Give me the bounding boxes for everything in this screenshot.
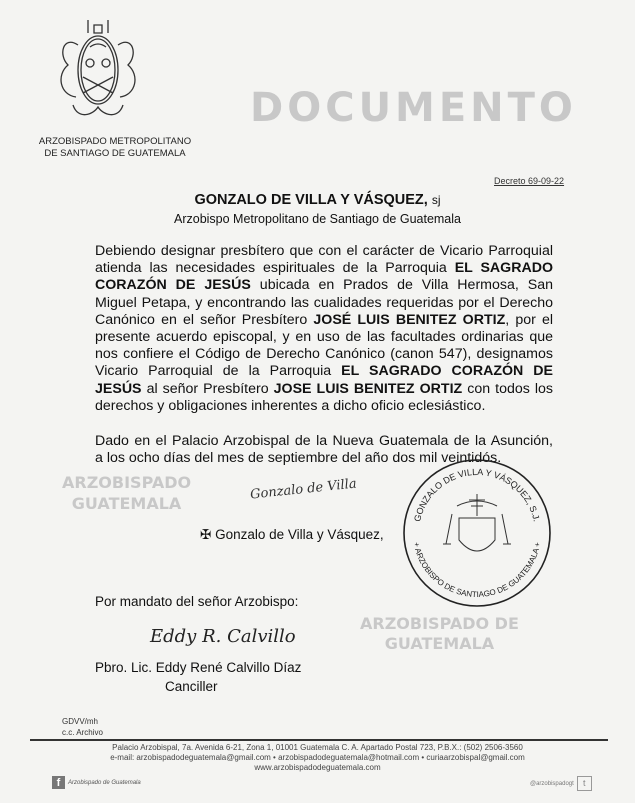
bold-text: CORAZÓN DE JESÚS: [95, 277, 251, 294]
facebook-icon: f: [52, 776, 65, 789]
watermark-line: ARZOBISPADO DE: [360, 614, 519, 633]
caption-line: DE SANTIAGO DE GUATEMALA: [44, 148, 186, 159]
bold-text: EL SAGRADO CORAZÓN DE: [341, 363, 553, 380]
title-suffix: sj: [431, 193, 441, 207]
stamp-top-text: GONZALO DE VILLA Y VÁSQUEZ, S.J.: [412, 466, 542, 523]
copy-line: c.c. Archivo: [62, 728, 103, 737]
archdiocese-crest-logo: [48, 15, 148, 130]
stamp-bottom-text: + ARZOBISPO DE SANTIAGO DE GUATEMALA +: [411, 541, 543, 600]
decree-number: Decreto 69-09-22: [494, 176, 565, 186]
text-segment: presente acuerdo episcopal, y en uso de las facultades ordinarias que: [95, 328, 553, 345]
text-segment: con todos los: [462, 380, 554, 397]
chancellor-title: Canciller: [165, 679, 218, 694]
paragraph-line: [95, 295, 553, 312]
twitter-label: @arzobispadogt: [530, 780, 574, 787]
watermark-lower: [360, 614, 519, 654]
bold-text: JOSÉ LUIS BENITEZ ORTIZ: [313, 311, 506, 328]
bold-text: JOSE LUIS BENITEZ ORTIZ: [273, 380, 463, 397]
caption-line: ARZOBISPADO METROPOLITANO: [38, 136, 192, 147]
footer-divider: [30, 739, 608, 741]
archbishop-name: GONZALO DE VILLA Y VÁSQUEZ,: [194, 192, 428, 208]
text-segment: Vicario Parroquial de la Parroquia: [95, 363, 342, 380]
text-segment: ubicada en Prados de Villa Hermosa, San: [250, 277, 553, 294]
watermark-line: ARZOBISPADO: [62, 473, 192, 492]
bold-text: JESÚS: [95, 380, 142, 397]
archbishop-signature-name: [200, 527, 384, 543]
watermark-top: DOCUMENTO: [250, 85, 577, 131]
signatory-name: Gonzalo de Villa y Vásquez,: [215, 527, 384, 542]
paragraph-line: [95, 243, 553, 260]
text-segment: derechos y obligaciones inherentes a dicho oficio eclesiástico.: [95, 397, 486, 414]
text-segment: nos confiere el Código de Derecho Canónico (canon 547), designamos: [95, 346, 553, 363]
twitter-link[interactable]: [530, 776, 592, 791]
mandate-text: Por mandato del señor Arzobispo:: [95, 594, 299, 609]
paragraph-line: [95, 329, 553, 346]
watermark-middle: [62, 472, 191, 514]
initials-line: GDVV/mh: [62, 717, 99, 726]
text-segment: Canónico en el señor Presbítero: [95, 311, 314, 328]
twitter-icon: t: [577, 776, 592, 791]
facebook-label: Arzobispado de Guatemala: [68, 779, 141, 786]
body-paragraph-1: [95, 243, 553, 415]
archbishop-handwritten-signature: [250, 476, 358, 502]
footer-address: Palacio Arzobispal, 7a. Avenida 6-21, Zona 1, 01001 Guatemala C. A. Apartado Postal 723, P.B.X.: (502) 2506-3560: [112, 743, 523, 752]
text-segment: a los ocho días del mes de septiembre del año dos mil veintidós.: [95, 450, 502, 467]
text-segment: Miguel Petapa, y encontrando las cualidades requeridas por el Derecho: [95, 294, 553, 311]
document-subtitle: Arzobispo Metropolitano de Santiago de Guatemala: [174, 212, 461, 226]
chancellor-name: Pbro. Lic. Eddy René Calvillo Díaz: [95, 660, 302, 675]
signature-scribble: Gonzalo de Villa: [249, 476, 358, 503]
paragraph-line: [95, 277, 553, 294]
footer-website: www.arzobispadodeguatemala.com: [254, 763, 381, 772]
facebook-link[interactable]: [52, 776, 141, 789]
cross-icon: ✠: [200, 527, 212, 542]
paragraph-line: [95, 312, 553, 329]
text-segment: , por el: [505, 311, 553, 328]
reference-initials: [62, 716, 103, 738]
paragraph-line: [95, 398, 553, 415]
paragraph-line: [95, 363, 553, 380]
watermark-line: GUATEMALA: [384, 634, 495, 653]
chancellor-handwritten-signature: [150, 626, 296, 647]
text-segment: Dado en el Palacio Arzobispal de la Nueva Guatemala de la Asunción,: [95, 433, 553, 449]
bold-text: EL SAGRADO: [454, 260, 553, 277]
signature-scribble: Eddy R. Calvillo: [150, 626, 296, 647]
document-title: [0, 192, 635, 208]
paragraph-line: [95, 433, 553, 450]
text-segment: Debiendo designar presbítero que con el carácter de Vicario Parroquial: [95, 243, 553, 259]
text-segment: al señor Presbítero: [141, 380, 274, 397]
watermark-line: GUATEMALA: [71, 494, 182, 513]
text-segment: atienda las necesidades espirituales de la Parroquia: [95, 260, 455, 277]
archdiocese-caption: [30, 136, 200, 160]
archbishop-seal-stamp: [402, 458, 552, 608]
footer-emails: e-mail: arzobispadodeguatemala@gmail.com • arzobispadodeguatemala@hotmail.com • curiaarzobispal@gmail.com: [110, 753, 525, 762]
paragraph-line: [95, 381, 553, 398]
paragraph-line: [95, 260, 553, 277]
paragraph-line: [95, 346, 553, 363]
